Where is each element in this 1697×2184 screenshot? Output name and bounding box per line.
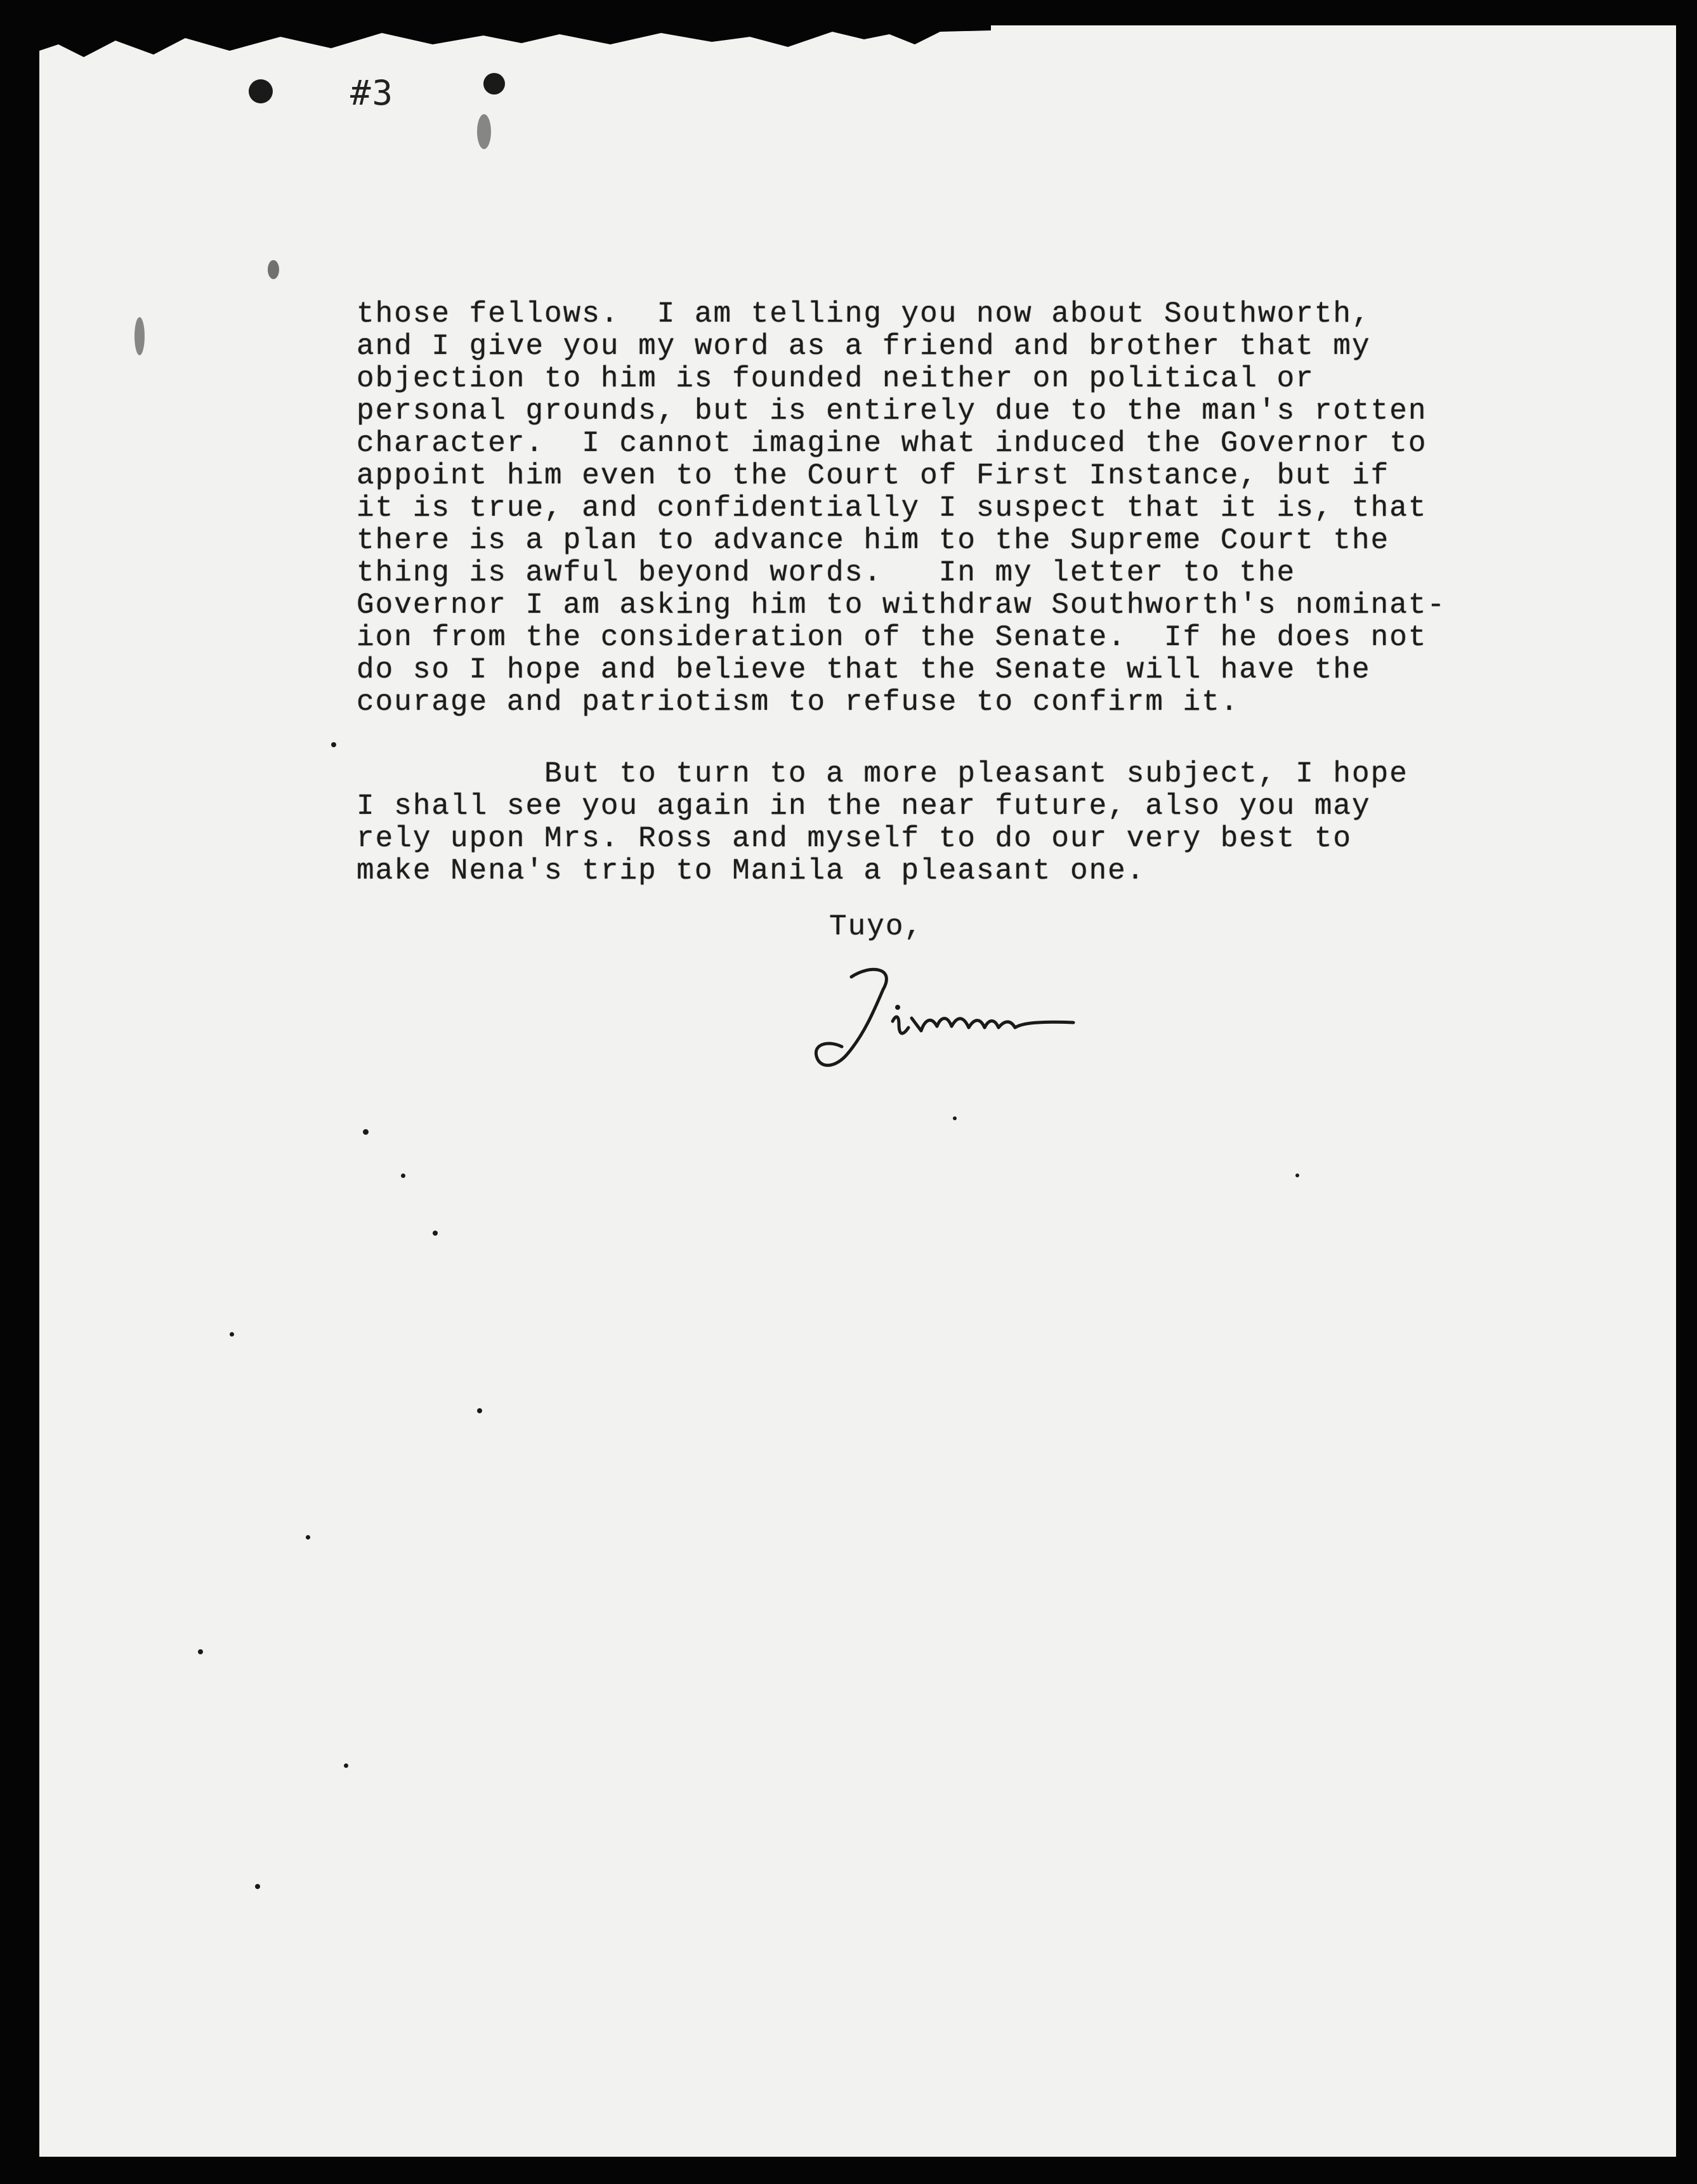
ink-dot	[477, 1408, 482, 1413]
ink-dot	[255, 1884, 260, 1889]
ink-smudge	[268, 260, 279, 279]
ink-dot	[230, 1332, 234, 1337]
ink-smudge	[134, 317, 145, 355]
letter-page	[39, 25, 1676, 2157]
text-line: rely upon Mrs. Ross and myself to do our very best to	[357, 822, 1353, 855]
text-line: ion from the consideration of the Senate. If he does not	[357, 621, 1427, 654]
paragraph-gap	[357, 719, 1562, 758]
paragraph-1	[357, 298, 1562, 719]
ink-dot	[331, 742, 336, 747]
page-number: #3	[350, 73, 395, 113]
ink-blot	[483, 73, 505, 95]
text-line: I shall see you again in the near future, also you may	[357, 790, 1371, 823]
ink-dot	[306, 1535, 310, 1540]
ink-dot	[198, 1649, 203, 1654]
text-line: make Nena's trip to Manila a pleasant one.	[357, 854, 1146, 887]
text-line: there is a plan to advance him to the Supreme Court the	[357, 524, 1390, 557]
paragraph-2	[357, 758, 1562, 887]
text-line: Governor I am asking him to withdraw Southworth's nominat-	[357, 589, 1446, 622]
ink-dot	[953, 1116, 957, 1120]
text-line: it is true, and confidentially I suspect that it is, that	[357, 492, 1427, 525]
text-line: But to turn to a more pleasant subject, I hope	[357, 757, 1408, 790]
text-line: those fellows. I am telling you now about Southworth,	[357, 298, 1371, 330]
ink-dot	[363, 1129, 369, 1135]
ink-dot	[1295, 1174, 1299, 1177]
text-line: do so I hope and believe that the Senate will have the	[357, 653, 1371, 686]
ink-dot	[401, 1174, 405, 1178]
text-line: and I give you my word as a friend and brother that my	[357, 330, 1371, 363]
text-line: personal grounds, but is entirely due to the man's rotten	[357, 395, 1427, 428]
ink-dot	[344, 1763, 348, 1768]
ink-dot	[433, 1231, 438, 1236]
letter-body	[357, 298, 1562, 887]
ink-smudge	[477, 114, 491, 149]
text-line: courage and patriotism to refuse to confirm it.	[357, 686, 1240, 719]
text-line: thing is awful beyond words. In my letter to the	[357, 556, 1296, 589]
ink-blot	[249, 79, 273, 103]
handwritten-signature	[775, 951, 1105, 1078]
text-line: character. I cannot imagine what induced the Governor to	[357, 427, 1427, 460]
closing-salutation: Tuyo,	[829, 910, 924, 943]
text-line: appoint him even to the Court of First Instance, but if	[357, 459, 1390, 492]
torn-top-edge	[39, 25, 991, 63]
text-line: objection to him is founded neither on political or	[357, 362, 1314, 395]
